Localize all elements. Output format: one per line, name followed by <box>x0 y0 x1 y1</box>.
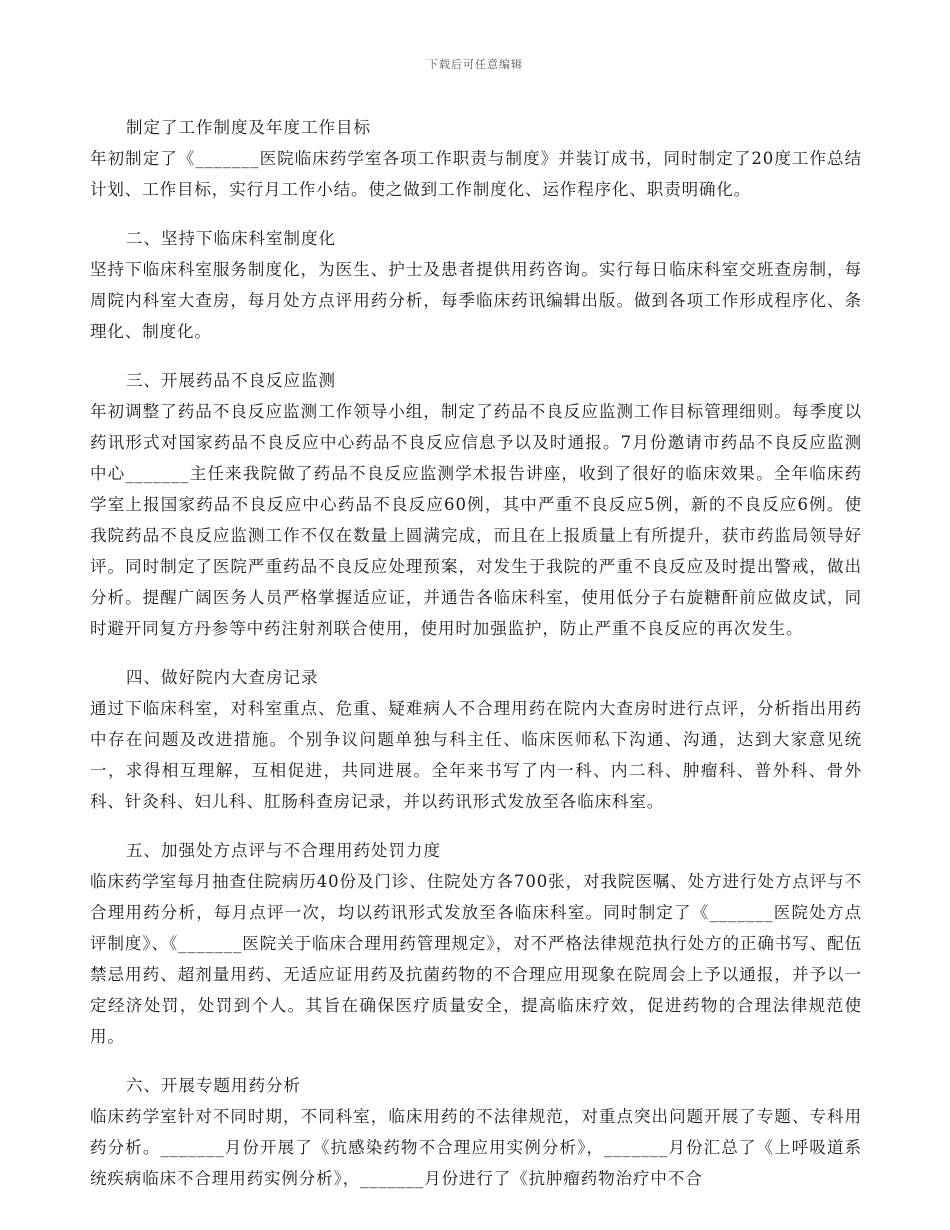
section-clinical-rounds <box>90 223 862 347</box>
section-prescription-review <box>90 835 862 1052</box>
section-heading: 三、开展药品不良反应监测 <box>126 371 336 390</box>
page-header: 下载后可任意编辑 <box>427 58 523 71</box>
section-work-system <box>90 112 862 205</box>
section-paragraph: 坚持下临床科室服务制度化，为医生、护士及患者提供用药咨询。实行每日临床科室交班查房制，每周院内科室大查房，每月处方点评用药分析，每季临床药讯编辑出版。做到各项工作形成程序化、条理化、制度化。 <box>90 260 862 341</box>
section-paragraph: 年初调整了药品不良反应监测工作领导小组，制定了药品不良反应监测工作目标管理细则。每季度以药讯形式对国家药品不良反应中心药品不良反应信息予以及时通报。7月份邀请市药品不良反应监测中心_______主任来我院做了药品不良反应监测学术报告讲座，收到了很好的临床效果。全年临床药学室上报国家药品不良反应中心药品不良反应60例，其中严重不良反应5例，新的不良反应6例。使我院药品不良反应监测工作不仅在数量上圆满完成，而且在上报质量上有所提升，获市药监局领导好评。同时制定了医院严重药品不良反应处理预案，对发生于我院的严重不良反应及时提出警戒，做出分析。提醒广阔医务人员严格掌握适应证，并通告各临床科室，使用低分子右旋糖酐前应做皮试，同时避开同复方丹参等中药注射剂联合使用，使用时加强监护，防止严重不良反应的再次发生。 <box>90 402 862 638</box>
section-heading: 五、加强处方点评与不合理用药处罚力度 <box>126 841 441 860</box>
section-adverse-reaction <box>90 365 862 644</box>
section-paragraph: 临床药学室每月抽查住院病历40份及门诊、住院处方各700张，对我院医嘱、处方进行处方点评与不合理用药分析，每月点评一次，均以药讯形式发放至各临床科室。同时制定了《_______医院处方点评制度》、《_______医院关于临床合理用药管理规定》，对不严格法律规范执行处方的正确书写、配伍禁忌用药、超剂量用药、无适应证用药及抗菌药物的不合理应用现象在院周会上予以通报，并予以一定经济处罚，处罚到个人。其旨在确保医疗质量安全，提高临床疗效，促进药物的合理法律规范使用。 <box>90 872 862 1046</box>
section-special-analysis <box>90 1070 862 1194</box>
section-paragraph: 临床药学室针对不同时期，不同科室，临床用药的不法律规范，对重点突出问题开展了专题、专科用药分析。_______月份开展了《抗感染药物不合理应用实例分析》，_______月份汇总了《上呼吸道系统疾病临床不合理用药实例分析》，_______月份进行了《抗肿瘤药物治疗中不合 <box>90 1107 862 1188</box>
document-body <box>90 112 862 1212</box>
section-heading: 制定了工作制度及年度工作目标 <box>126 118 371 137</box>
section-heading: 二、坚持下临床科室制度化 <box>126 229 336 248</box>
section-paragraph: 通过下临床科室，对科室重点、危重、疑难病人不合理用药在院内大查房时进行点评，分析指出用药中存在问题及改进措施。个别争议问题单独与科主任、临床医师私下沟通、沟通，达到大家意见统一，求得相互理解，互相促进，共同进展。全年来书写了内一科、内二科、肿瘤科、普外科、骨外科、针灸科、妇儿科、肛肠科查房记录，并以药讯形式发放至各临床科室。 <box>90 699 862 811</box>
section-ward-rounds-record <box>90 662 862 817</box>
section-paragraph: 年初制定了《_______医院临床药学室各项工作职责与制度》并装订成书，同时制定了20度工作总结计划、工作目标，实行月工作小结。使之做到工作制度化、运作程序化、职责明确化。 <box>90 149 862 199</box>
section-heading: 六、开展专题用药分析 <box>126 1076 301 1095</box>
section-heading: 四、做好院内大查房记录 <box>126 668 319 687</box>
